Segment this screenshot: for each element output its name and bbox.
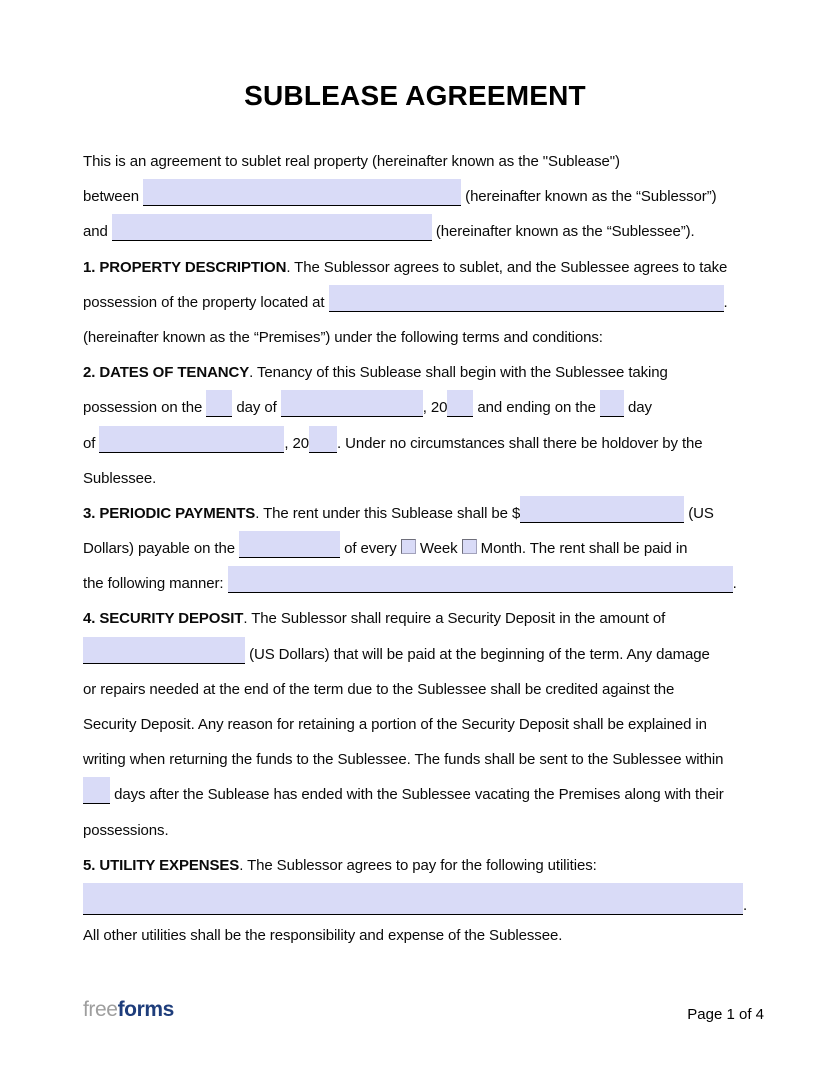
section1-line-3 xyxy=(83,320,753,355)
section4-heading: 4. SECURITY DEPOSIT xyxy=(83,610,244,628)
section3-line-3 xyxy=(83,566,753,601)
month-checkbox[interactable] xyxy=(462,539,477,554)
intro-line-3 xyxy=(83,214,753,249)
section1-text-3: (hereinafter known as the “Premises”) under the following terms and conditions: xyxy=(83,328,603,346)
section1-text-2a: possession of the property located at xyxy=(83,293,325,311)
section2-text-2e: day xyxy=(628,399,652,417)
end-year-field[interactable] xyxy=(309,426,337,453)
section3-line-2 xyxy=(83,531,753,566)
rent-amount-field[interactable] xyxy=(520,496,684,523)
end-month-field[interactable] xyxy=(99,426,284,453)
section4-text-3: or repairs needed at the end of the term due to the Sublessee shall be credited against the xyxy=(83,680,675,698)
section2-text-2d: and ending on the xyxy=(477,399,596,417)
week-checkbox-label: Week xyxy=(419,540,458,558)
logo-text-forms: forms xyxy=(117,998,174,1021)
start-month-field[interactable] xyxy=(281,390,423,417)
security-deposit-field[interactable] xyxy=(83,637,245,664)
payment-manner-field[interactable] xyxy=(228,566,733,593)
page-number: Page 1 of 4 xyxy=(687,1006,764,1023)
section5-heading: 5. UTILITY EXPENSES xyxy=(83,856,240,874)
section4-line-3 xyxy=(83,672,753,707)
section4-text-1: . The Sublessor shall require a Security Deposit in the amount of xyxy=(243,610,666,628)
section3-text-3b: . xyxy=(732,575,737,593)
section2-text-4: Sublessee. xyxy=(83,469,157,487)
intro-text-2b: (hereinafter known as the “Sublessor”) xyxy=(465,188,717,206)
section2-text-3b: , 20 xyxy=(284,434,310,452)
end-day-field[interactable] xyxy=(600,390,624,417)
week-checkbox[interactable] xyxy=(401,539,416,554)
section4-text-5: writing when returning the funds to the Sublessee. The funds shall be sent to the Sublessee within xyxy=(83,751,724,769)
intro-line-2 xyxy=(83,179,753,214)
page-title: SUBLEASE AGREEMENT xyxy=(244,80,586,111)
section2-text-2c: , 20 xyxy=(422,399,448,417)
section1-text-1: . The Sublessor agrees to sublet, and the Sublessee agrees to take xyxy=(286,258,728,276)
section3-text-1b: (US xyxy=(688,504,714,522)
utilities-field[interactable] xyxy=(83,883,743,915)
section5-text-1: . The Sublessor agrees to pay for the following utilities: xyxy=(239,856,597,874)
section3-text-2a: Dollars) payable on the xyxy=(83,540,235,558)
section1-heading: 1. PROPERTY DESCRIPTION xyxy=(83,258,287,276)
property-address-field[interactable] xyxy=(329,285,724,312)
sublessee-name-field[interactable] xyxy=(112,214,432,241)
section2-text-2a: possession on the xyxy=(83,399,203,417)
section5-text-3: All other utilities shall be the responsibility and expense of the Sublessee. xyxy=(83,927,563,945)
section2-line-4 xyxy=(83,461,753,496)
document-body xyxy=(83,144,753,953)
section3-text-3a: the following manner: xyxy=(83,575,224,593)
section2-line-3 xyxy=(83,426,753,461)
intro-text-2a: between xyxy=(83,188,140,206)
intro-line-1 xyxy=(83,144,753,179)
section4-line-1 xyxy=(83,601,753,636)
section4-line-2 xyxy=(83,637,753,672)
section3-text-1a: . The rent under this Sublease shall be $ xyxy=(255,504,521,522)
sublessor-name-field[interactable] xyxy=(143,179,461,206)
intro-text-1: This is an agreement to sublet real property (hereinafter known as the "Sublease") xyxy=(83,153,620,170)
logo-text-free: free xyxy=(83,998,118,1021)
section5-line-3 xyxy=(83,918,753,953)
section4-text-2: (US Dollars) that will be paid at the beginning of the term. Any damage xyxy=(249,645,710,663)
section5-text-2: . xyxy=(743,896,748,914)
section2-text-2b: day of xyxy=(236,399,277,417)
section3-text-2b: of every xyxy=(344,540,397,558)
section2-text-1: . Tenancy of this Sublease shall begin with the Sublessee taking xyxy=(249,364,668,382)
month-checkbox-label: Month. The rent shall be paid in xyxy=(480,540,688,558)
section4-text-7: possessions. xyxy=(83,821,169,839)
section4-line-4 xyxy=(83,707,753,742)
start-day-field[interactable] xyxy=(206,390,232,417)
section2-line-2 xyxy=(83,390,753,425)
section2-text-3c: . Under no circumstances shall there be holdover by the xyxy=(337,434,703,452)
section5-line-2 xyxy=(83,883,753,918)
section2-line-1 xyxy=(83,355,753,390)
section4-text-4: Security Deposit. Any reason for retaining a portion of the Security Deposit shall be explained in xyxy=(83,716,707,733)
section2-heading: 2. DATES OF TENANCY xyxy=(83,364,250,382)
section4-text-6: days after the Sublease has ended with the Sublessee vacating the Premises along with their xyxy=(114,786,724,804)
freeforms-logo xyxy=(83,998,174,1022)
intro-text-3b: (hereinafter known as the “Sublessee”). xyxy=(435,223,695,241)
section3-line-1 xyxy=(83,496,753,531)
section4-line-6 xyxy=(83,777,753,812)
start-year-field[interactable] xyxy=(447,390,473,417)
section1-line-2 xyxy=(83,285,753,320)
rent-due-day-field[interactable] xyxy=(239,531,340,558)
section1-line-1 xyxy=(83,250,753,285)
section2-text-3a: of xyxy=(83,434,96,452)
refund-days-field[interactable] xyxy=(83,777,110,804)
intro-text-3a: and xyxy=(83,223,108,241)
section4-line-5 xyxy=(83,742,753,777)
section1-text-2b: . xyxy=(723,293,728,311)
section4-line-7 xyxy=(83,813,753,848)
section5-line-1 xyxy=(83,848,753,883)
section3-heading: 3. PERIODIC PAYMENTS xyxy=(83,504,256,522)
